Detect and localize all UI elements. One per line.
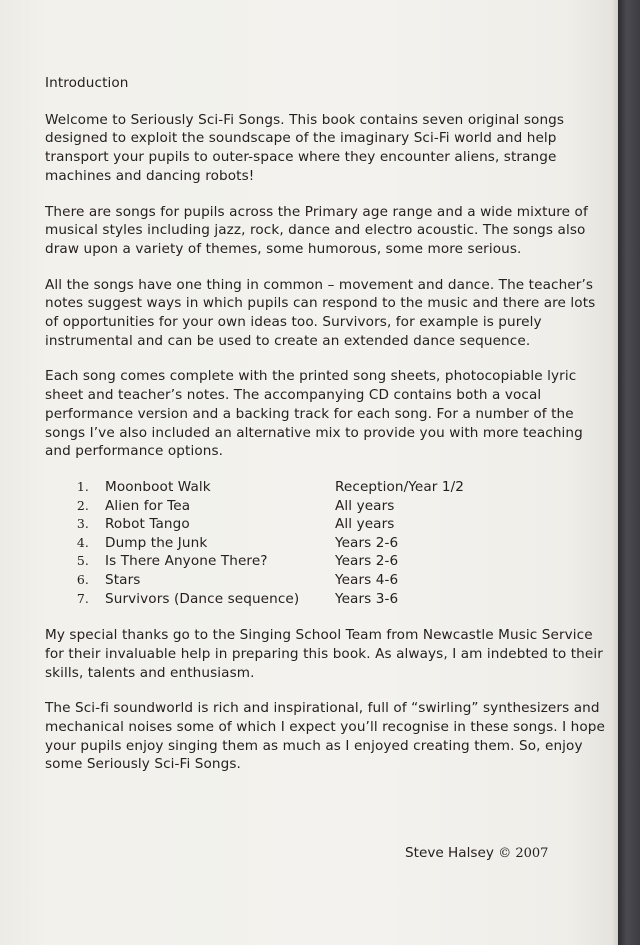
song-number: 7. [76,590,89,606]
song-years: Reception/Year 1/2 [335,478,465,495]
intro-paragraph-1: Welcome to Seriously Sci-Fi Songs. This book contains seven original songs designed to exploit the soundscape of the imaginary Sci-Fi world and help transport your pupils to outer-space where they encounter aliens, strange machines and dancing robots! [45,111,565,184]
song-title: Is There Anyone There? [105,553,268,570]
list-item [45,515,605,534]
song-number: 4. [76,534,89,550]
song-years: Years 2-6 [335,534,399,551]
list-item [45,534,605,553]
song-number: 2. [76,497,89,513]
book-binding-edge [618,0,640,945]
author-name: Steve Halsey [405,845,494,861]
list-item [45,571,605,590]
page-content [45,74,605,791]
song-years: All years [335,516,395,533]
list-item [45,552,605,571]
song-years: Years 3-6 [335,590,399,607]
list-item [45,478,605,497]
song-title: Stars [105,571,141,588]
song-years: Years 4-6 [335,571,399,588]
song-number: 6. [76,571,89,587]
intro-paragraph-2: There are songs for pupils across the Primary age range and a wide mixture of musical styles including jazz, rock, dance and electro acoustic. The songs also draw upon a variety of themes, some humorous, some more serious. [45,203,588,257]
page-heading: Introduction [45,75,129,91]
copyright-notice: © 2007 [498,846,549,861]
signature [405,845,548,861]
song-years: All years [335,497,395,514]
song-number: 1. [76,478,89,494]
list-item [45,497,605,516]
intro-paragraph-4: Each song comes complete with the printed song sheets, photocopiable lyric sheet and teacher’s notes. The accompanying CD contains both a vocal performance version and a backing track for each song. For a number of the songs I’ve also included an alternative mix to provide you with more teaching and performance options. [45,368,583,460]
list-item [45,590,605,609]
closing-paragraph: The Sci-fi soundworld is rich and inspirational, full of “swirling” synthesizers and mechanical noises some of which I expect you’ll recognise in these songs. I hope your pupils enjoy singing them as much as I enjoyed creating them. So, enjoy some Seriously Sci-Fi Songs. [45,700,605,773]
song-number: 5. [76,553,89,569]
song-title: Moonboot Walk [105,478,211,495]
song-title: Survivors (Dance sequence) [105,590,300,607]
thanks-paragraph: My special thanks go to the Singing School Team from Newcastle Music Service for their invaluable help in preparing this book. As always, I am indebted to their skills, talents and enthusiasm. [45,627,603,681]
song-title: Robot Tango [105,516,190,533]
song-years: Years 2-6 [335,553,399,570]
song-title: Alien for Tea [105,497,191,514]
song-number: 3. [76,516,89,532]
song-title: Dump the Junk [105,534,208,551]
intro-paragraph-3: All the songs have one thing in common – movement and dance. The teacher’s notes suggest ways in which pupils can respond to the music and there are lots of opportunities for your own ideas too. Survivors, for example is purely instrumental and can be used to create an extended dance sequence. [45,276,596,349]
song-list [45,478,605,608]
